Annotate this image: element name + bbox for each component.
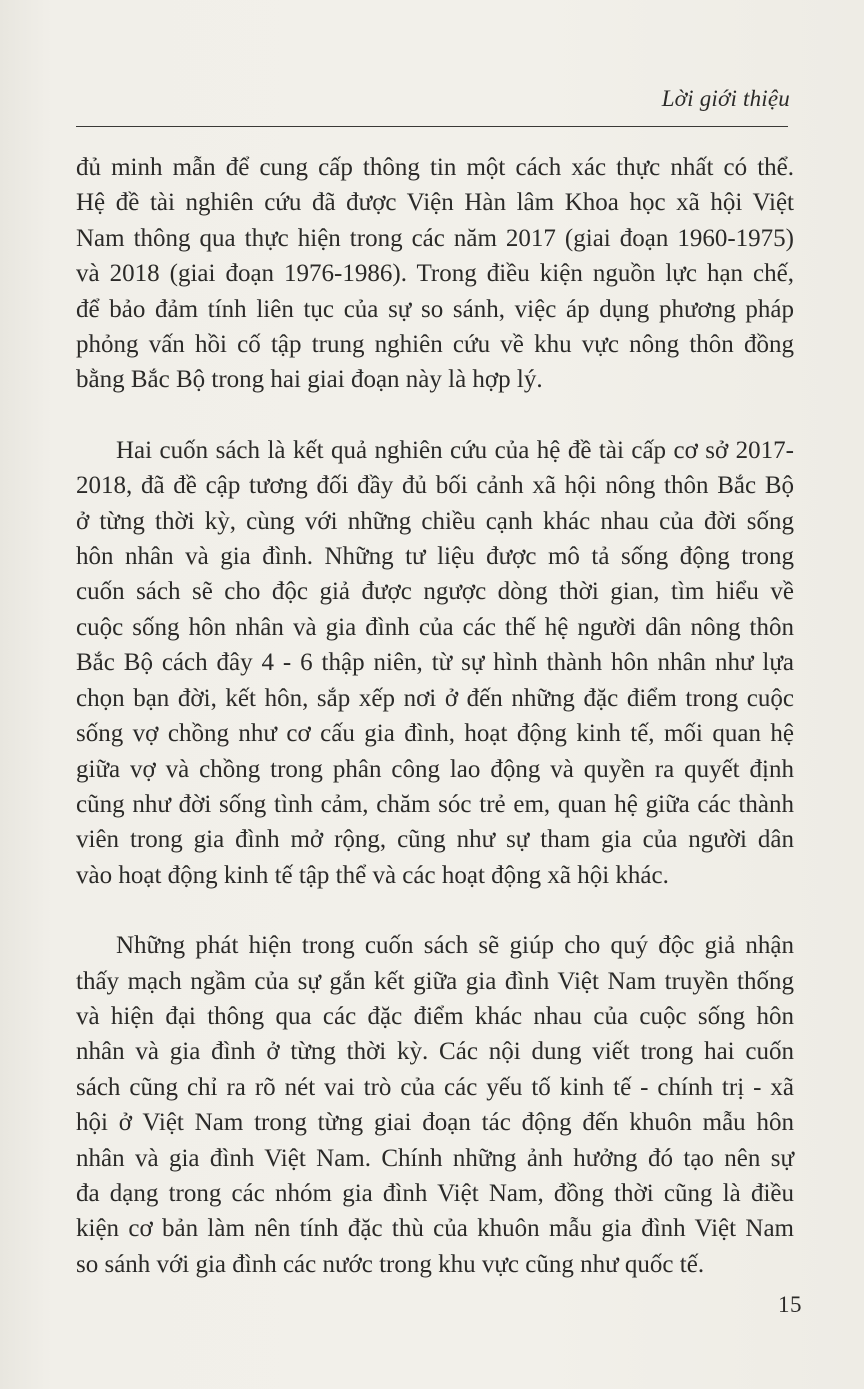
text-line: thấy mạch ngầm của sự gắn kết giữa gia đình Việt Nam truyền thống <box>76 967 794 995</box>
text-line: cuộc sống hôn nhân và gia đình của các thế hệ người dân nông thôn <box>76 613 794 641</box>
paragraph-2 <box>76 433 794 893</box>
text-line: viên trong gia đình mở rộng, cũng như sự tham gia của người dân <box>76 826 794 854</box>
text-line: cũng như đời sống tình cảm, chăm sóc trẻ em, quan hệ giữa các thành <box>76 790 794 818</box>
body-text <box>76 150 794 1282</box>
text-line: so sánh với gia đình các nước trong khu vực cũng như quốc tế. <box>76 1250 705 1278</box>
text-line: Bắc Bộ cách đây 4 - 6 thập niên, từ sự hình thành hôn nhân như lựa <box>76 649 794 677</box>
text-line: phỏng vấn hồi cố tập trung nghiên cứu về khu vực nông thôn đồng <box>76 331 794 359</box>
text-line: và hiện đại thông qua các đặc điểm khác nhau của cuộc sống hôn <box>76 1002 794 1030</box>
text-line: vào hoạt động kinh tế tập thể và các hoạt động xã hội khác. <box>76 861 669 889</box>
page-number: 15 <box>778 1292 802 1317</box>
text-line: Nam thông qua thực hiện trong các năm 2017 (giai đoạn 1960-1975) <box>76 224 794 252</box>
text-line: giữa vợ và chồng trong phân công lao động và quyền ra quyết định <box>76 755 794 783</box>
text-line: Những phát hiện trong cuốn sách sẽ giúp cho quý độc giả nhận <box>116 932 794 960</box>
text-line: Hệ đề tài nghiên cứu đã được Viện Hàn lâm Khoa học xã hội Việt <box>76 189 794 217</box>
text-line: hôn nhân và gia đình. Những tư liệu được mô tả sống động trong <box>76 543 794 571</box>
paragraph-1 <box>76 150 794 398</box>
text-line: kiện cơ bản làm nên tính đặc thù của khuôn mẫu gia đình Việt Nam <box>76 1215 794 1243</box>
text-line: đủ minh mẫn để cung cấp thông tin một cách xác thực nhất có thể. <box>76 154 794 181</box>
text-line: 2018, đã đề cập tương đối đầy đủ bối cảnh xã hội nông thôn Bắc Bộ <box>76 472 794 500</box>
text-line: bằng Bắc Bộ trong hai giai đoạn này là hợp lý. <box>76 366 543 394</box>
text-line: để bảo đảm tính liên tục của sự so sánh, việc áp dụng phương pháp <box>76 295 794 323</box>
paragraph-3 <box>76 928 794 1282</box>
running-header: Lời giới thiệu <box>661 86 790 111</box>
text-line: nhân và gia đình ở từng thời kỳ. Các nội dung viết trong hai cuốn <box>76 1038 794 1066</box>
text-line: sách cũng chỉ ra rõ nét vai trò của các yếu tố kinh tế - chính trị - xã <box>76 1073 794 1101</box>
text-line: chọn bạn đời, kết hôn, sắp xếp nơi ở đến những đặc điểm trong cuộc <box>76 684 794 712</box>
header-rule <box>76 126 788 127</box>
text-line: đa dạng trong các nhóm gia đình Việt Nam, đồng thời cũng là điều <box>76 1179 794 1207</box>
text-line: và 2018 (giai đoạn 1976-1986). Trong điều kiện nguồn lực hạn chế, <box>76 260 794 288</box>
text-line: hội ở Việt Nam trong từng giai đoạn tác động đến khuôn mẫu hôn <box>76 1109 794 1137</box>
text-line: Hai cuốn sách là kết quả nghiên cứu của hệ đề tài cấp cơ sở 2017- <box>116 436 794 464</box>
text-line: cuốn sách sẽ cho độc giả được ngược dòng thời gian, tìm hiểu về <box>76 578 794 606</box>
text-line: ở từng thời kỳ, cùng với những chiều cạnh khác nhau của đời sống <box>76 507 794 535</box>
text-line: sống vợ chồng như cơ cấu gia đình, hoạt động kinh tế, mối quan hệ <box>76 720 794 748</box>
text-line: nhân và gia đình Việt Nam. Chính những ảnh hưởng đó tạo nên sự <box>76 1144 794 1172</box>
